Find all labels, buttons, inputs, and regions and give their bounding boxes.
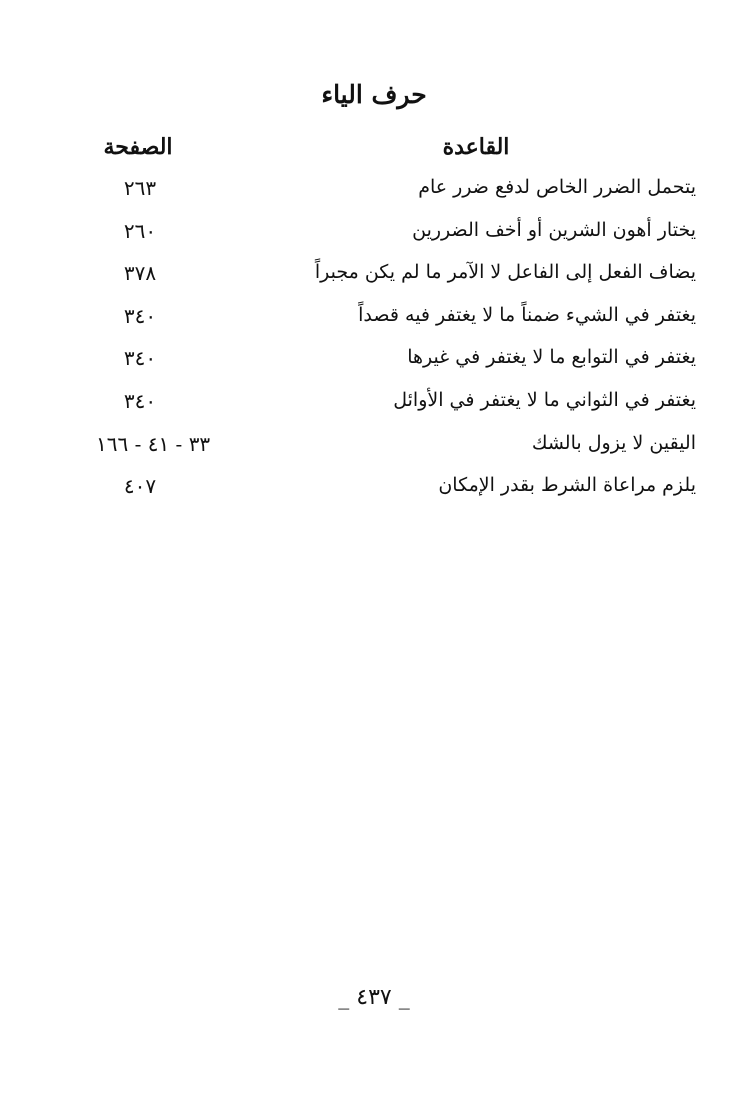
table-row: [0, 176, 748, 219]
page-ref: ٣٤٠: [123, 388, 157, 413]
section-title: حرف الياء: [321, 80, 427, 109]
page-ref: ٣٣ - ٤١ - ١٦٦: [96, 431, 211, 456]
page-ref: ٤٠٧: [123, 474, 157, 499]
rule-text: يختار أهون الشرين أو أخف الضررين: [412, 218, 696, 241]
page-number: _ ٤٣٧ _: [338, 985, 410, 1010]
rule-text: يغتفر في الثواني ما لا يغتفر في الأوائل: [393, 388, 696, 411]
table-row: [0, 219, 748, 262]
page-ref: ٢٦٠: [123, 218, 157, 243]
table-row: [0, 474, 748, 517]
table-row: [0, 432, 748, 475]
page-ref: ٣٧٨: [123, 261, 157, 286]
table-row: [0, 304, 748, 347]
rule-text: يضاف الفعل إلى الفاعل لا الآمر ما لم يكن مجبراً: [314, 261, 696, 284]
header-rule: القاعدة: [442, 134, 510, 160]
rule-text: يغتفر في الشيء ضمناً ما لا يغتفر فيه قصداً: [358, 303, 696, 326]
rule-text: يغتفر في التوابع ما لا يغتفر في غيرها: [407, 346, 696, 369]
rule-text: يلزم مراعاة الشرط بقدر الإمكان: [438, 474, 696, 497]
header-page: الصفحة: [103, 134, 173, 160]
page-ref: ٣٤٠: [123, 303, 157, 328]
index-table: [0, 176, 748, 517]
table-row: [0, 389, 748, 432]
table-header: [0, 134, 748, 168]
rule-text: اليقين لا يزول بالشك: [531, 431, 696, 454]
rule-text: يتحمل الضرر الخاص لدفع ضرر عام: [418, 176, 696, 198]
page-ref: ٣٤٠: [123, 346, 157, 371]
page-ref: ٢٦٣: [123, 176, 157, 200]
table-row: [0, 261, 748, 304]
table-row: [0, 346, 748, 389]
